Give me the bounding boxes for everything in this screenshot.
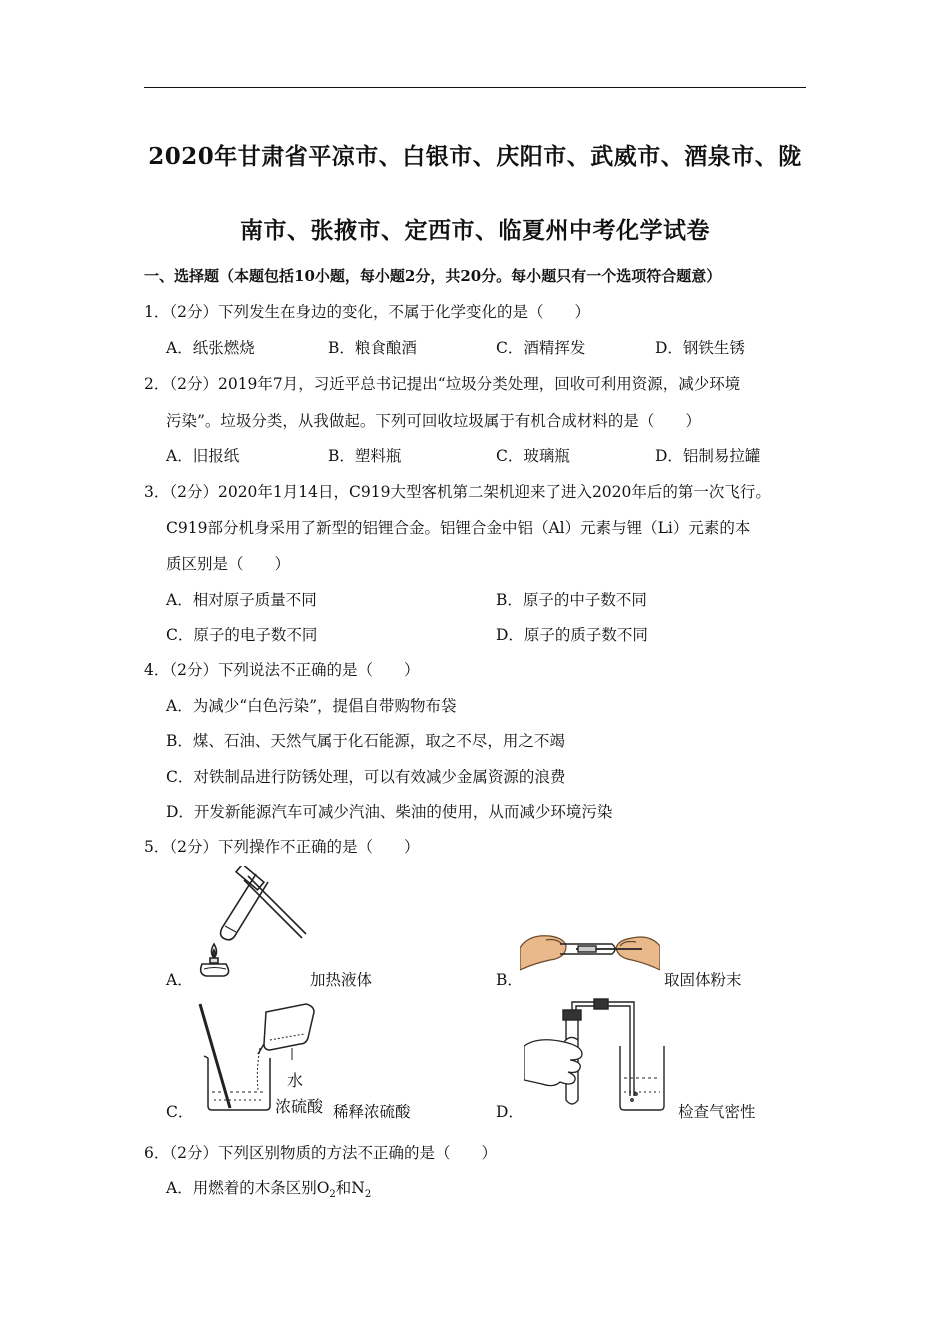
q4-option-c: C．对铁制品进行防锈处理，可以有效减少金属资源的浪费 bbox=[166, 768, 566, 786]
q5-stem: 5．（2分）下列操作不正确的是（ ） bbox=[144, 838, 420, 856]
q3-option-b: B．原子的中子数不同 bbox=[496, 591, 647, 609]
exam-title-line1: 2020年甘肃省平凉市、白银市、庆阳市、武威市、酒泉市、陇 bbox=[148, 143, 802, 170]
q3-stem-line2: C919部分机身采用了新型的铝锂合金。铝锂合金中铝（Al）元素与锂（Li）元素的本 bbox=[166, 519, 751, 537]
q1-option-c: C．酒精挥发 bbox=[496, 339, 586, 357]
q1-option-a: A．纸张燃烧 bbox=[166, 339, 255, 357]
q5-option-b-letter: B． bbox=[496, 971, 523, 989]
q2-option-a: A．旧报纸 bbox=[166, 447, 240, 465]
q6-option-a-sub1: 2 bbox=[329, 1189, 336, 1201]
q3-option-d: D．原子的质子数不同 bbox=[496, 626, 648, 644]
q2-stem-line1: 2．（2分）2019年7月，习近平总书记提出“垃圾分类处理，回收可利用资源，减少环境 bbox=[144, 375, 741, 393]
q6-option-a-sub2: 2 bbox=[364, 1189, 372, 1201]
q4-option-d: D．开发新能源汽车可减少汽油、柴油的使用，从而减少环境污染 bbox=[166, 803, 613, 821]
q2-stem-line2: 污染”。垃圾分类，从我做起。下列可回收垃圾属于有机合成材料的是（ ） bbox=[166, 412, 701, 430]
q5-option-d-caption: 检查气密性 bbox=[678, 1103, 756, 1121]
q6-option-a-prefix: A．用燃着的木条区别O bbox=[166, 1179, 330, 1197]
q5-option-c-letter: C． bbox=[166, 1103, 194, 1121]
q1-stem: 1．（2分）下列发生在身边的变化，不属于化学变化的是（ ） bbox=[144, 303, 590, 321]
figure-c-water-label: 水 bbox=[287, 1071, 304, 1090]
q5-option-a-caption: 加热液体 bbox=[310, 971, 373, 989]
q6-option-a-mid: 和N bbox=[335, 1179, 365, 1197]
q3-option-c: C．原子的电子数不同 bbox=[166, 626, 318, 644]
q5-option-c-caption: 稀释浓硫酸 bbox=[333, 1103, 411, 1121]
q4-stem: 4．（2分）下列说法不正确的是（ ） bbox=[144, 661, 420, 679]
q2-option-d: D．铝制易拉罐 bbox=[655, 447, 761, 465]
q2-option-c: C．玻璃瓶 bbox=[496, 447, 570, 465]
q5-option-d-letter: D． bbox=[496, 1103, 524, 1121]
q3-option-a: A．相对原子质量不同 bbox=[166, 591, 317, 609]
q5-option-b-caption: 取固体粉末 bbox=[664, 971, 742, 989]
exam-title-line2: 南市、张掖市、定西市、临夏州中考化学试卷 bbox=[240, 217, 710, 244]
figure-c-acid-label: 浓硫酸 bbox=[275, 1097, 324, 1116]
section-heading: 一、选择题（本题包括10小题，每小题2分，共20分。每小题只有一个选项符合题意） bbox=[144, 267, 722, 285]
q4-option-a: A．为减少“白色污染”，提倡自带购物布袋 bbox=[166, 697, 457, 715]
figure-heating-liquid bbox=[192, 866, 310, 978]
q2-option-b: B．塑料瓶 bbox=[328, 447, 402, 465]
q3-stem-line1: 3．（2分）2020年1月14日，C919大型客机第二架机迎来了进入2020年后的第一次飞行。 bbox=[144, 483, 771, 501]
header-rule bbox=[144, 87, 806, 88]
q6-option-a bbox=[166, 1176, 371, 1200]
q5-option-a-letter: A． bbox=[166, 971, 193, 989]
q3-stem-line3: 质区别是（ ） bbox=[166, 555, 291, 573]
q1-option-b: B．粮食酿酒 bbox=[328, 339, 417, 357]
q4-option-b: B．煤、石油、天然气属于化石能源，取之不尽，用之不竭 bbox=[166, 732, 565, 750]
figure-taking-powder bbox=[520, 920, 660, 984]
q6-stem: 6．（2分）下列区别物质的方法不正确的是（ ） bbox=[144, 1144, 497, 1162]
figure-airtightness-check bbox=[524, 996, 674, 1116]
q1-option-d: D．钢铁生锈 bbox=[655, 339, 745, 357]
